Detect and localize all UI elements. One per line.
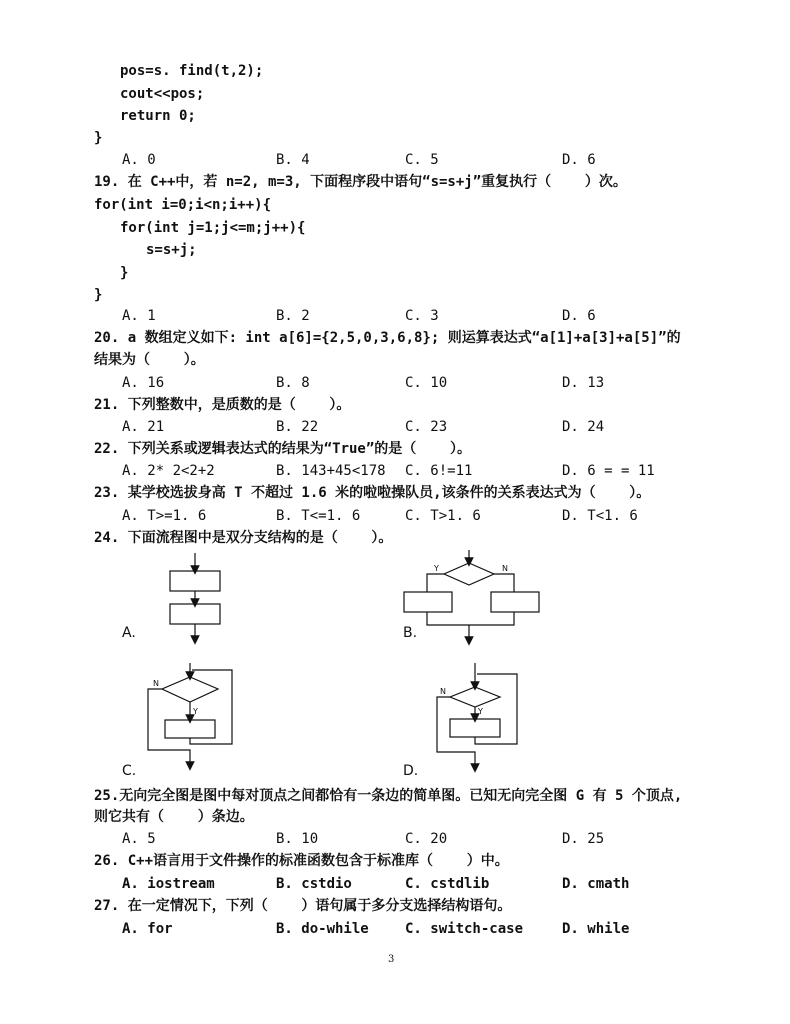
flowchart-c-no-label: N — [153, 679, 159, 688]
option-c: C. 20 — [405, 831, 448, 847]
code-line: for(int j=1;j<=m;j++){ — [120, 220, 306, 236]
question-20-stem: 20. a 数组定义如下: int a[6]={2,5,0,3,6,8}; 则运算表达式“a[1]+a[3]+a[5]”的 — [94, 330, 681, 346]
option-b: B. cstdio — [276, 876, 352, 892]
question-24-stem: 24. 下面流程图中是双分支结构的是（ ）。 — [94, 530, 393, 546]
option-d: D. 6 = = 11 — [562, 463, 655, 479]
option-a: A. 2* 2<2+2 — [122, 463, 215, 479]
option-d: D. 24 — [562, 419, 605, 435]
flowchart-a-label: A. — [122, 625, 136, 641]
code-line: s=s+j; — [146, 242, 197, 258]
option-c: C. 10 — [405, 375, 448, 391]
flowchart-a — [170, 553, 220, 640]
option-d: D. 13 — [562, 375, 605, 391]
option-a: A. T>=1. 6 — [122, 508, 207, 524]
flowchart-b-label: B. — [403, 625, 418, 641]
flowchart-c-yes-label: Y — [193, 707, 198, 716]
option-b: B. 2 — [276, 308, 310, 324]
question-25-stem-cont: 则它共有（ ）条边。 — [94, 809, 254, 825]
option-d: D. 25 — [562, 831, 605, 847]
code-line: cout<<pos; — [120, 86, 205, 102]
option-b: B. T<=1. 6 — [276, 508, 361, 524]
option-a: A. 16 — [122, 375, 165, 391]
question-21-stem: 21. 下列整数中，是质数的是（ ）。 — [94, 397, 351, 413]
question-19-stem: 19. 在 C++中，若 n=2, m=3, 下面程序段中语句“s=s+j”重复执行（ ）次。 — [94, 174, 627, 190]
option-a: A. for — [122, 921, 173, 937]
code-line: for(int i=0;i<n;i++){ — [94, 197, 272, 213]
flowchart-d-no-label: N — [440, 687, 446, 696]
code-line: } — [120, 265, 129, 281]
option-b: B. 8 — [276, 375, 310, 391]
flowchart-d — [437, 663, 517, 768]
question-27-stem: 27. 在一定情况下，下列（ ）语句属于多分支选择结构语句。 — [94, 898, 512, 914]
code-line: } — [94, 130, 103, 146]
option-a: A. 1 — [122, 308, 156, 324]
option-b: B. 143+45<178 — [276, 463, 386, 479]
option-a: A. 0 — [122, 152, 156, 168]
option-d: D. T<1. 6 — [562, 508, 638, 524]
flowchart-d-label: D. — [403, 763, 419, 779]
option-d: D. 6 — [562, 152, 596, 168]
option-a: A. 21 — [122, 419, 165, 435]
option-b: B. 22 — [276, 419, 319, 435]
flowchart-b-no-label: N — [502, 564, 508, 573]
option-a: A. 5 — [122, 831, 156, 847]
code-line: return 0; — [120, 108, 196, 124]
flowchart-c — [148, 663, 232, 766]
question-23-stem: 23. 某学校选拔身高 T 不超过 1.6 米的啦啦操队员,该条件的关系表达式为（ ）。 — [94, 485, 651, 501]
option-a: A. iostream — [122, 876, 215, 892]
option-b: B. 10 — [276, 831, 319, 847]
question-22-stem: 22. 下列关系或逻辑表达式的结果为“True”的是（ ）。 — [94, 441, 472, 457]
option-b: B. do-while — [276, 921, 369, 937]
option-c: C. 6!=11 — [405, 463, 473, 479]
flowchart-d-yes-label: Y — [478, 707, 483, 716]
option-c: C. switch-case — [405, 921, 524, 937]
code-line: } — [94, 287, 103, 303]
question-26-stem: 26. C++语言用于文件操作的标准函数包含于标准库（ ）中。 — [94, 853, 509, 869]
option-b: B. 4 — [276, 152, 310, 168]
option-c: C. T>1. 6 — [405, 508, 481, 524]
option-d: D. 6 — [562, 308, 596, 324]
code-line: pos=s. find(t,2); — [120, 63, 264, 79]
question-25-stem: 25.无向完全图是图中每对顶点之间都恰有一条边的简单图。已知无向完全图 G 有 5 个顶点, — [94, 788, 683, 804]
flowchart-c-label: C. — [122, 763, 137, 779]
flowchart-b — [404, 550, 539, 641]
option-d: D. while — [562, 921, 630, 937]
option-c: C. cstdlib — [405, 876, 490, 892]
option-c: C. 5 — [405, 152, 439, 168]
option-c: C. 3 — [405, 308, 439, 324]
flowchart-b-yes-label: Y — [434, 564, 439, 573]
option-d: D. cmath — [562, 876, 630, 892]
option-c: C. 23 — [405, 419, 448, 435]
question-20-stem-cont: 结果为（ ）。 — [94, 352, 205, 368]
page-number: 3 — [388, 954, 395, 965]
